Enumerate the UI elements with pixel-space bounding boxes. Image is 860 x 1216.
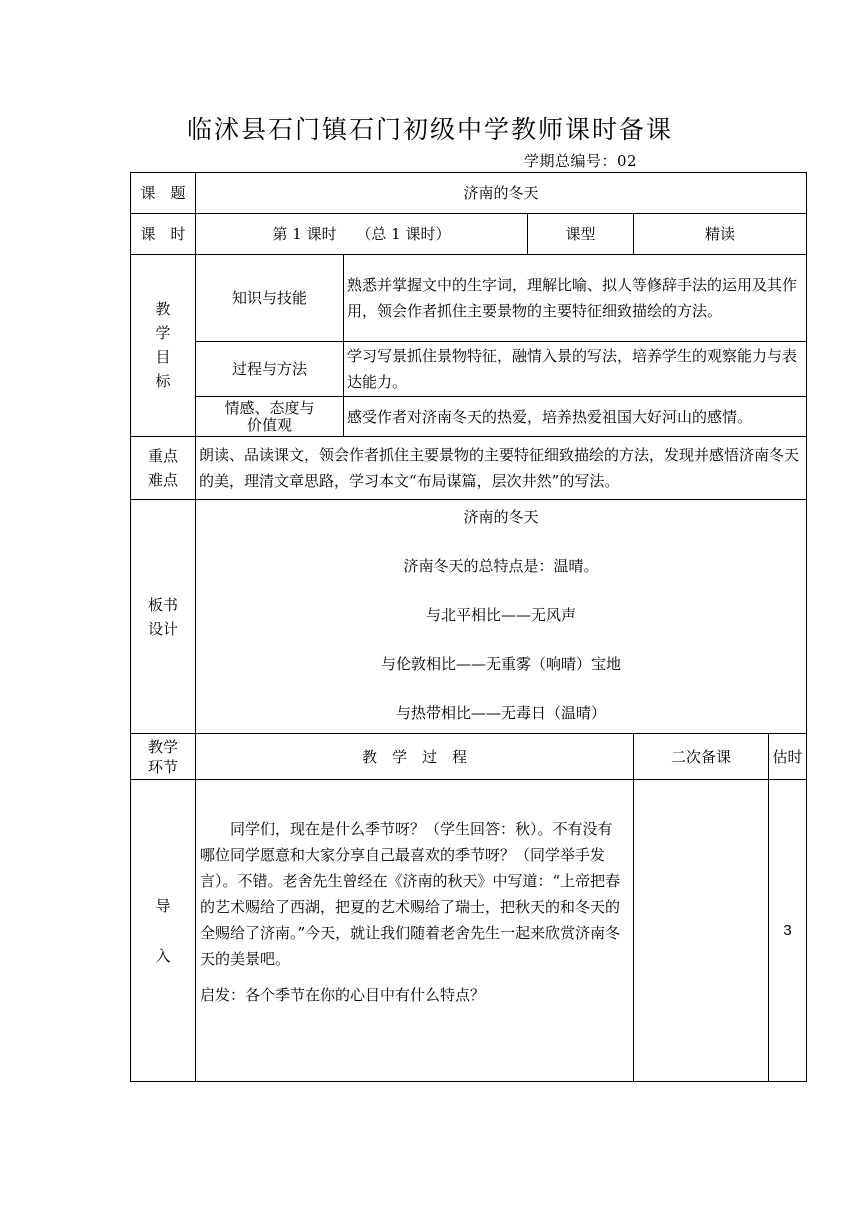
stage-header: 教学环节 xyxy=(131,734,196,780)
board-label: 板书设计 xyxy=(131,500,196,734)
type-value: 精读 xyxy=(634,214,807,255)
period-value: 第 1 课时 （总 1 课时） xyxy=(196,214,528,255)
process-header: 教 学 过 程 xyxy=(196,734,634,780)
board-line: 济南冬天的总特点是：温晴。 xyxy=(403,557,599,575)
goal-name: 知识与技能 xyxy=(196,255,344,342)
type-label: 课型 xyxy=(528,214,634,255)
goal-row-knowledge xyxy=(131,255,807,342)
goal-text: 感受作者对济南冬天的热爱，培养热爱祖国大好河山的感情。 xyxy=(344,397,807,437)
intro-prompt: 启发：各个季节在你的心目中有什么特点？ xyxy=(200,986,486,1004)
topic-value: 济南的冬天 xyxy=(196,173,807,214)
lesson-plan-table xyxy=(130,172,807,1082)
intro-stage: 导入 xyxy=(131,780,196,1082)
goal-text: 学习写景抓住景物特征，融情入景的写法，培养学生的观察能力与表达能力。 xyxy=(344,342,807,397)
process-header-row xyxy=(131,734,807,780)
board-line: 与伦敦相比——无重雾（响晴）宝地 xyxy=(381,655,622,673)
goal-row-process xyxy=(131,342,807,397)
goal-name: 情感、态度与价值观 xyxy=(196,397,344,437)
key-row xyxy=(131,437,807,500)
board-content xyxy=(196,500,807,734)
intro-time: 3 xyxy=(769,780,807,1082)
board-row xyxy=(131,500,807,734)
intro-content xyxy=(196,780,634,1082)
period-label: 课 时 xyxy=(131,214,196,255)
key-text: 朗读、品读课文，领会作者抓住主要景物的主要特征细致描绘的方法，发现并感悟济南冬天的美，理清文章思路，学习本文“布局谋篇，层次井然”的写法。 xyxy=(196,437,807,500)
topic-label: 课 题 xyxy=(131,173,196,214)
goal-row-emotion xyxy=(131,397,807,437)
intro-paragraph: 同学们，现在是什么季节呀？（学生回答：秋）。不有没有哪位同学愿意和大家分享自己最喜欢的季节呀？（同学举手发言）。不错。老舍先生曾经在《济南的秋天》中写道：“上帝把春的艺术赐给了西湖，把夏的艺术赐给了瑞士，把秋天的和冬天的全赐给了济南。”今天，就让我们随着老舍先生一起来欣赏济南冬天的美景吧。 xyxy=(200,820,621,968)
intro-second-prep xyxy=(634,780,769,1082)
goals-label: 教学目标 xyxy=(131,255,196,437)
second-prep-header: 二次备课 xyxy=(634,734,769,780)
serial-number: 学期总编号：02 xyxy=(524,152,638,170)
key-label: 重点难点 xyxy=(131,437,196,500)
topic-row xyxy=(131,173,807,214)
board-line: 与热带相比——无毒日（温晴） xyxy=(396,704,607,722)
goal-text: 熟悉并掌握文中的生字词，理解比喻、拟人等修辞手法的运用及其作用，领会作者抓住主要景物的主要特征细致描绘的方法。 xyxy=(344,255,807,342)
goal-name: 过程与方法 xyxy=(196,342,344,397)
time-header: 估时 xyxy=(769,734,807,780)
board-line: 济南的冬天 xyxy=(463,508,539,526)
page-title: 临沭县石门镇石门初级中学教师课时备课 xyxy=(186,115,673,144)
intro-row xyxy=(131,780,807,1082)
period-row xyxy=(131,214,807,255)
board-line: 与北平相比——无风声 xyxy=(426,606,577,624)
